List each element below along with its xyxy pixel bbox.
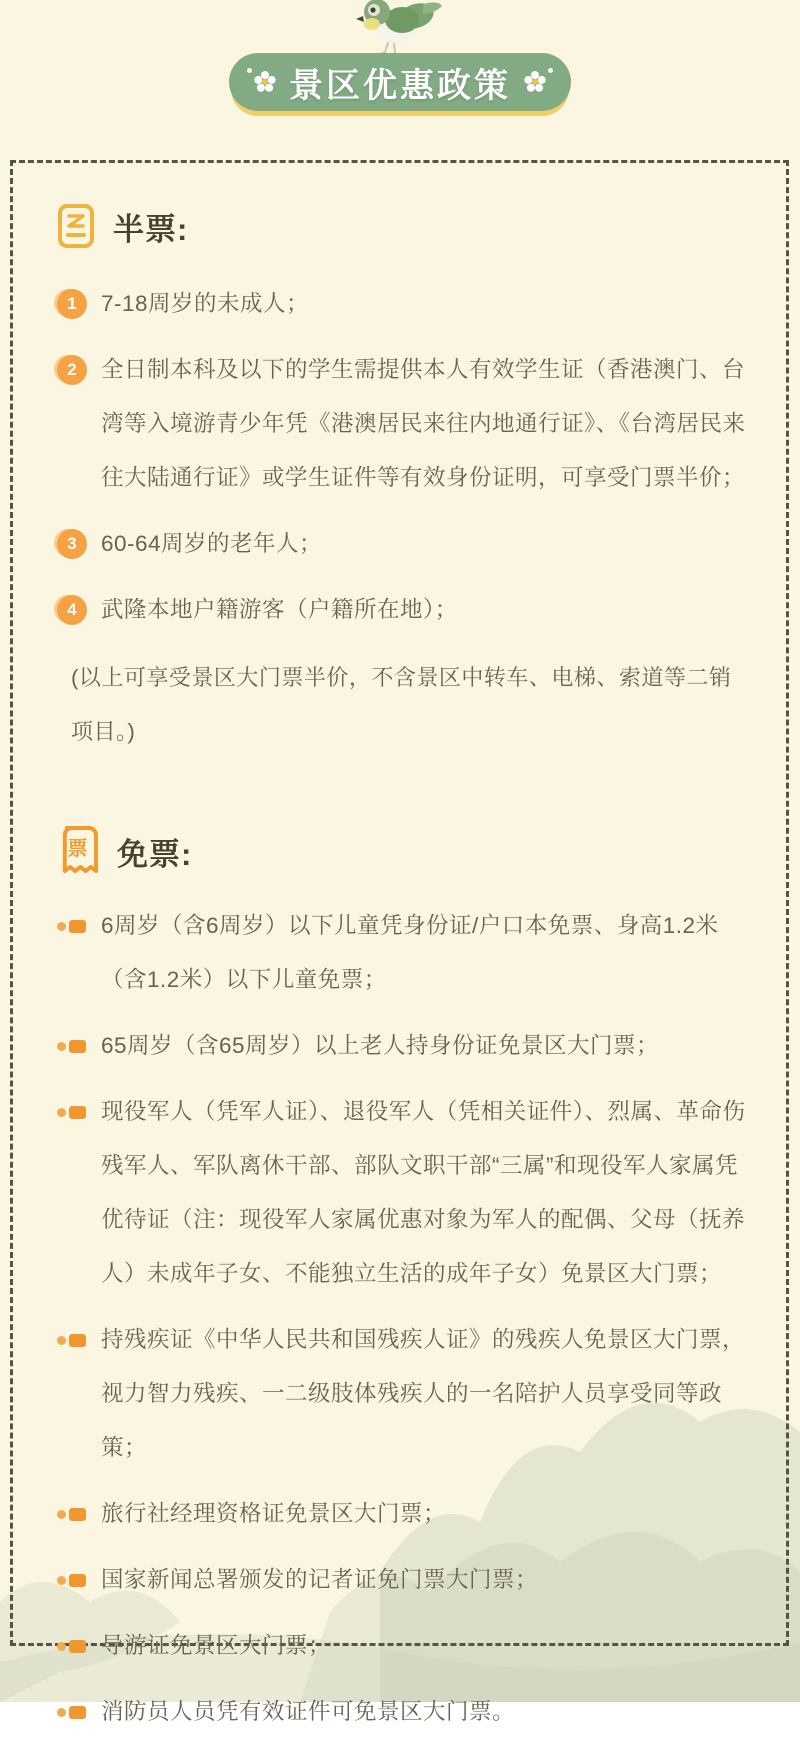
half-ticket-item-text: 全日制本科及以下的学生需提供本人有效学生证（香港澳门、台湾等入境游青少年凭《港澳居民来往内地通行证》、《台湾居民来往大陆通行证》或学生证件等有效身份证明，可享受门票半价； — [101, 357, 746, 490]
free-ticket-item — [57, 1487, 748, 1541]
half-ticket-item-text: 7-18周岁的未成人； — [101, 291, 310, 316]
dot-bar-bullet-icon — [57, 1507, 87, 1521]
free-ticket-item-text: 6周岁（含6周岁）以下儿童凭身份证/户口本免票、身高1.2米（含1.2米）以下儿童免票； — [101, 913, 719, 992]
item-number-badge: 4 — [57, 595, 87, 625]
half-ticket-item — [57, 343, 748, 505]
free-ticket-item — [57, 1619, 748, 1673]
free-ticket-item — [57, 1019, 748, 1073]
half-ticket-item — [57, 517, 748, 571]
free-ticket-item-text: 消防员人员凭有效证件可免景区大门票。 — [101, 1699, 516, 1724]
free-ticket-section-heading — [57, 825, 748, 877]
half-ticket-heading-label: 半票: — [113, 211, 189, 247]
free-ticket-icon — [57, 825, 99, 877]
free-ticket-item — [57, 1313, 748, 1475]
svg-text:票: 票 — [67, 838, 89, 860]
half-ticket-item-text: 武隆本地户籍游客（户籍所在地）； — [101, 597, 458, 622]
free-ticket-item — [57, 899, 748, 1007]
page-title: 景区优惠政策 — [289, 66, 511, 105]
free-ticket-item — [57, 1685, 748, 1739]
dot-bar-bullet-icon — [57, 1333, 87, 1347]
half-ticket-item-text: 60-64周岁的老年人； — [101, 531, 323, 556]
free-ticket-item-text: 导游证免景区大门票； — [101, 1633, 332, 1658]
half-ticket-item — [57, 583, 748, 637]
free-ticket-item — [57, 1085, 748, 1301]
dot-bar-bullet-icon — [57, 1705, 87, 1719]
page-title-pill — [229, 53, 571, 111]
dot-bar-bullet-icon — [57, 1105, 87, 1119]
half-ticket-note: (以上可享受景区大门票半价，不含景区中转车、电梯、索道等二销项目。) — [71, 665, 732, 744]
dot-bar-bullet-icon — [57, 1039, 87, 1053]
flower-icon — [253, 70, 277, 94]
free-ticket-item-text: 现役军人（凭军人证）、退役军人（凭相关证件）、烈属、革命伤残军人、军队离休干部、部队文职干部“三属”和现役军人家属凭优待证（注：现役军人家属优惠对象为军人的配偶、父母（抚养人）未成年子女、不能独立生活的成年子女）免景区大门票； — [101, 1099, 746, 1286]
free-ticket-item — [57, 1553, 748, 1607]
dot-bar-bullet-icon — [57, 1639, 87, 1653]
bird-icon — [350, 0, 446, 56]
half-ticket-section-heading — [57, 203, 748, 249]
half-ticket-item — [57, 277, 748, 331]
free-ticket-item-text: 旅行社经理资格证免景区大门票； — [101, 1501, 447, 1526]
half-ticket-icon — [57, 203, 95, 249]
free-ticket-item-text: 持残疾证《中华人民共和国残疾人证》的残疾人免景区大门票，视力智力残疾、一二级肢体残疾人的一名陪护人员享受同等政策； — [101, 1327, 746, 1460]
free-ticket-item-text: 65周岁（含65周岁）以上老人持身份证免景区大门票； — [101, 1033, 660, 1058]
flower-icon — [523, 70, 547, 94]
policy-box — [10, 160, 789, 1724]
free-ticket-item-text: 国家新闻总署颁发的记者证免门票大门票； — [101, 1567, 539, 1592]
item-number-badge: 1 — [57, 289, 87, 319]
dot-bar-bullet-icon — [57, 1573, 87, 1587]
item-number-badge: 2 — [57, 355, 87, 385]
free-ticket-heading-label: 免票: — [117, 836, 193, 872]
item-number-badge: 3 — [57, 529, 87, 559]
dot-bar-bullet-icon — [57, 919, 87, 933]
